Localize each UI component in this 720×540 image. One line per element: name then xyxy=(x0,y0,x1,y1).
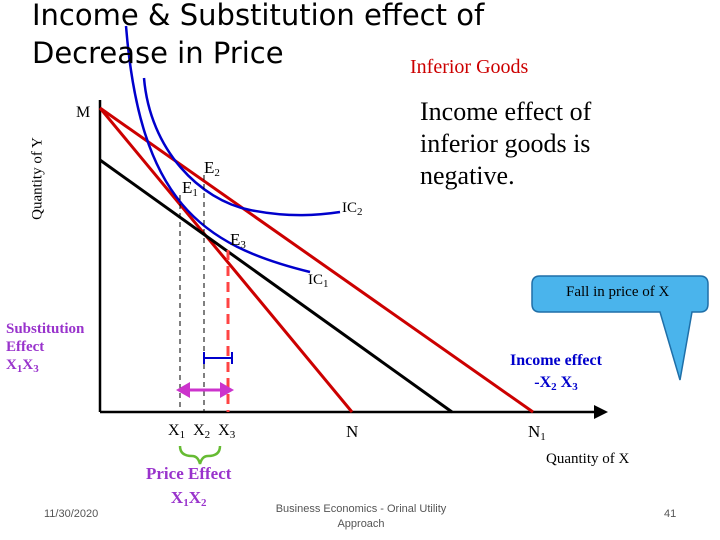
point-label-n1: $N_1$ xyxy=(528,422,546,443)
income-effect-note: Income effect of inferior goods is negative. xyxy=(420,97,592,190)
x-axis-label: Quantity of X xyxy=(546,451,630,467)
price-effect-label: Price Effect $X_1X_2$ xyxy=(146,464,232,509)
page-number: 41 xyxy=(664,508,677,520)
x-axis-arrow xyxy=(594,405,608,419)
title-line-1: Income & Substitution effect of xyxy=(32,0,485,32)
title-line-2: Decrease in Price xyxy=(32,36,284,70)
point-label-e2: $E_2$ xyxy=(204,158,220,179)
income-effect-label: Income effect $-X_2$ $X_3$ xyxy=(510,352,602,393)
curve-label-ic2: $IC_2$ xyxy=(342,200,363,218)
y-axis-label: Quantity of Y xyxy=(29,137,46,220)
point-label-n: N xyxy=(346,422,359,441)
footer-source: Business Economics - Orinal Utility Approach xyxy=(275,503,447,530)
callout-text: Fall in price of X xyxy=(566,284,670,300)
point-label-e1: $E_1$ xyxy=(182,178,198,199)
curve-label-ic1: $IC_1$ xyxy=(308,272,329,290)
substitution-arrow-left-head xyxy=(176,382,190,398)
compensated-budget-line xyxy=(100,160,452,412)
x-tick-labels: $X_1$ $X_2$ $X_3$ xyxy=(168,422,236,441)
substitution-effect-label: Substitution Effect $X_1X_3$ xyxy=(6,321,85,375)
point-label-m: M xyxy=(76,104,91,121)
footer-date: 11/30/2020 xyxy=(44,508,99,520)
point-label-e3: $E_3$ xyxy=(230,230,246,251)
subtitle: Inferior Goods xyxy=(410,56,529,78)
